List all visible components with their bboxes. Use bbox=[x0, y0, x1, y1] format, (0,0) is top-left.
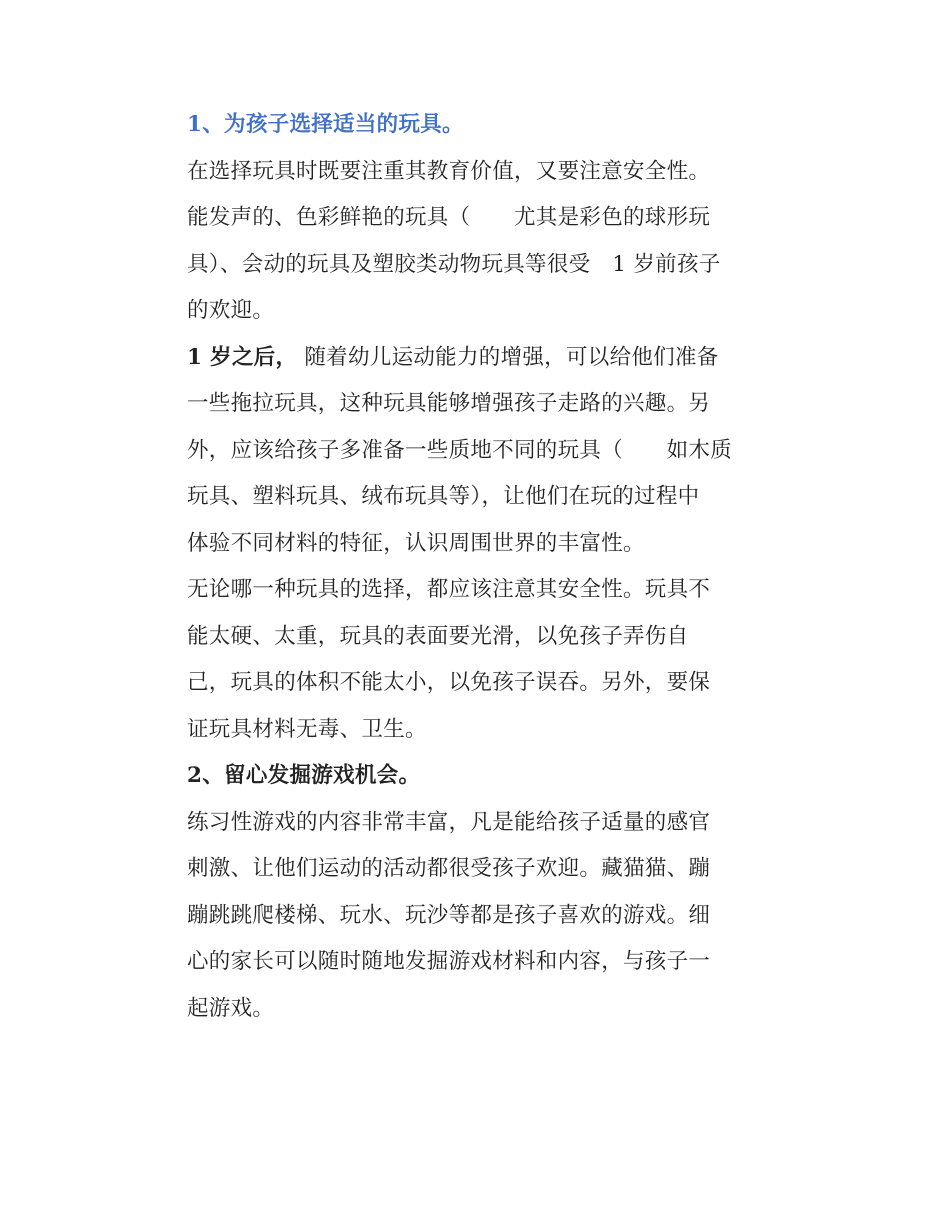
text-line: 证玩具材料无毒、卫生。 bbox=[187, 716, 427, 742]
text-line: 起游戏。 bbox=[187, 995, 275, 1021]
document-body bbox=[187, 102, 767, 1032]
text-line: 刺激、让他们运动的活动都很受孩子欢迎。藏猫猫、蹦 bbox=[187, 856, 711, 881]
text-line: 的欢迎。 bbox=[187, 298, 275, 323]
text-line: 在选择玩具时既要注重其教育价值，又要注意安全性。 bbox=[187, 158, 711, 184]
text-line: 外，应该给孩子多准备一些质地不同的玩具（ 如木质 bbox=[187, 437, 733, 463]
section-1-paragraph-3 bbox=[187, 567, 767, 753]
text-line: 玩具、塑料玩具、绒布玩具等），让他们在玩的过程中 bbox=[187, 484, 700, 509]
text-line: 无论哪一种玩具的选择，都应该注意其安全性。玩具不 bbox=[187, 577, 711, 602]
text-line: 一些拖拉玩具，这种玩具能够增强孩子走路的兴趣。另 bbox=[187, 391, 711, 416]
text-line: 己，玩具的体积不能太小，以免孩子误吞。另外，要保 bbox=[187, 670, 711, 695]
text-line: 具）、会动的玩具及塑胶类动物玩具等很受 1 岁前孩子 bbox=[187, 251, 721, 277]
text-span: 随着幼儿运动能力的增强，可以给他们准备 bbox=[297, 344, 719, 370]
text-line: 心的家长可以随时随地发掘游戏材料和内容，与孩子一 bbox=[187, 949, 711, 974]
text-line: 体验不同材料的特征，认识周围世界的丰富性。 bbox=[187, 530, 645, 556]
text-line: 蹦跳跳爬楼梯、玩水、玩沙等都是孩子喜欢的游戏。细 bbox=[187, 902, 711, 928]
section-1-paragraph-2 bbox=[187, 335, 767, 568]
section-2-paragraph-1 bbox=[187, 800, 767, 1033]
age-lead-text: 1 岁之后， bbox=[187, 344, 298, 370]
text-line: 练习性游戏的内容非常丰富，凡是能给孩子适量的感官 bbox=[187, 809, 711, 835]
text-line: 能发声的、色彩鲜艳的玩具（ 尤其是彩色的球形玩 bbox=[187, 205, 711, 230]
text-line: 能太硬、太重，玩具的表面要光滑，以免孩子弄伤自 bbox=[187, 623, 689, 649]
section-1-paragraph-1 bbox=[187, 149, 767, 335]
section-2-heading: 2、留心发掘游戏机会。 bbox=[187, 763, 421, 788]
text-line bbox=[187, 335, 767, 382]
section-1-heading: 1、为孩子选择适当的玩具。 bbox=[187, 112, 464, 137]
